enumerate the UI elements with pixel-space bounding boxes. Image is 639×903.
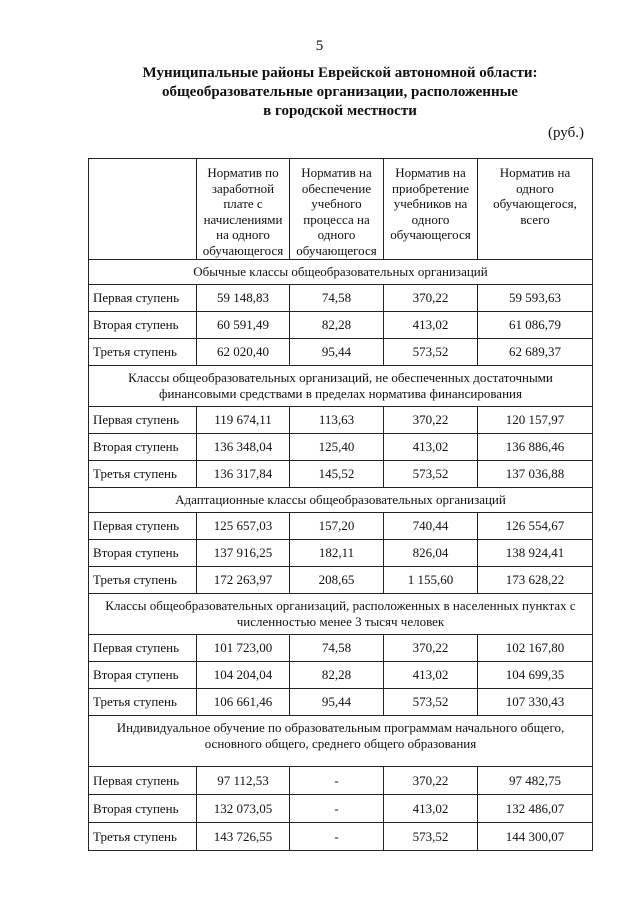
section-title: Адаптационные классы общеобразовательных организаций (89, 488, 593, 513)
table-row (89, 567, 593, 594)
value-cell: - (290, 767, 384, 795)
row-label: Третья ступень (89, 823, 197, 851)
value-cell: 95,44 (290, 339, 384, 366)
value-cell: - (290, 823, 384, 851)
table-row (89, 635, 593, 662)
table-row (89, 407, 593, 434)
value-cell: 60 591,49 (197, 312, 290, 339)
page-number: 5 (315, 38, 324, 54)
value-cell: 143 726,55 (197, 823, 290, 851)
value-cell: 370,22 (384, 285, 478, 312)
value-cell: 145,52 (290, 461, 384, 488)
value-cell: 62 689,37 (478, 339, 593, 366)
value-cell: 1 155,60 (384, 567, 478, 594)
value-cell: 97 112,53 (197, 767, 290, 795)
value-cell: 106 661,46 (197, 689, 290, 716)
table-row (89, 767, 593, 795)
section-row (89, 488, 593, 513)
table-row (89, 339, 593, 366)
value-cell: 413,02 (384, 434, 478, 461)
table-row (89, 795, 593, 823)
title-line: в городской местности (263, 103, 417, 119)
value-cell: 102 167,80 (478, 635, 593, 662)
value-cell: 120 157,97 (478, 407, 593, 434)
row-label: Третья ступень (89, 567, 197, 594)
section-row (89, 260, 593, 285)
header-row (89, 159, 593, 260)
header-cell-empty (89, 159, 197, 260)
row-label: Вторая ступень (89, 434, 197, 461)
value-cell: 95,44 (290, 689, 384, 716)
value-cell: 573,52 (384, 461, 478, 488)
value-cell: 136 886,46 (478, 434, 593, 461)
value-cell: 208,65 (290, 567, 384, 594)
header-total: Норматив на одного обучающегося, всего (478, 159, 593, 260)
title-line: общеобразовательные организации, расположенные (162, 84, 518, 100)
section-title: Классы общеобразовательных организаций, не обеспеченных достаточными финансовыми средствами в пределах норматива финансирования (89, 366, 593, 407)
section-title: Индивидуальное обучение по образовательным программам начального общего, основного общего, среднего общего образования (89, 716, 593, 767)
value-cell: 826,04 (384, 540, 478, 567)
row-label: Третья ступень (89, 461, 197, 488)
row-label: Вторая ступень (89, 795, 197, 823)
header-process: Норматив на обеспечение учебного процесса на одного обучающегося (290, 159, 384, 260)
value-cell: 126 554,67 (478, 513, 593, 540)
value-cell: 132 486,07 (478, 795, 593, 823)
section-title: Обычные классы общеобразовательных организаций (89, 260, 593, 285)
row-label: Вторая ступень (89, 662, 197, 689)
value-cell: 132 073,05 (197, 795, 290, 823)
value-cell: 104 699,35 (478, 662, 593, 689)
row-label: Первая ступень (89, 285, 197, 312)
row-label: Третья ступень (89, 339, 197, 366)
value-cell: 573,52 (384, 823, 478, 851)
value-cell: 573,52 (384, 689, 478, 716)
value-cell: 137 036,88 (478, 461, 593, 488)
value-cell: 59 148,83 (197, 285, 290, 312)
value-cell: 119 674,11 (197, 407, 290, 434)
row-label: Вторая ступень (89, 540, 197, 567)
value-cell: 136 317,84 (197, 461, 290, 488)
row-label: Третья ступень (89, 689, 197, 716)
value-cell: 82,28 (290, 312, 384, 339)
value-cell: 413,02 (384, 312, 478, 339)
value-cell: 740,44 (384, 513, 478, 540)
table-row (89, 689, 593, 716)
value-cell: 413,02 (384, 795, 478, 823)
section-row (89, 366, 593, 407)
value-cell: 125,40 (290, 434, 384, 461)
currency-unit: (руб.) (548, 125, 584, 141)
value-cell: 573,52 (384, 339, 478, 366)
table-row (89, 513, 593, 540)
title-line: Муниципальные районы Еврейской автономной области: (142, 65, 538, 81)
value-cell: 113,63 (290, 407, 384, 434)
table-body (89, 260, 593, 851)
value-cell: 370,22 (384, 407, 478, 434)
value-cell: 413,02 (384, 662, 478, 689)
section-title: Классы общеобразовательных организаций, расположенных в населенных пунктах с численностью менее 3 тысяч человек (89, 594, 593, 635)
row-label: Вторая ступень (89, 312, 197, 339)
value-cell: 74,58 (290, 635, 384, 662)
table-row (89, 662, 593, 689)
value-cell: 74,58 (290, 285, 384, 312)
header-salary: Норматив по заработной плате с начислениями на одного обучающегося (197, 159, 290, 260)
table-row (89, 312, 593, 339)
value-cell: 82,28 (290, 662, 384, 689)
section-row (89, 716, 593, 767)
value-cell: 59 593,63 (478, 285, 593, 312)
value-cell: 61 086,79 (478, 312, 593, 339)
value-cell: 101 723,00 (197, 635, 290, 662)
row-label: Первая ступень (89, 513, 197, 540)
document-title (100, 64, 580, 121)
table-row (89, 285, 593, 312)
table-row (89, 434, 593, 461)
standards-table (88, 158, 593, 851)
table-row (89, 823, 593, 851)
row-label: Первая ступень (89, 767, 197, 795)
value-cell: 104 204,04 (197, 662, 290, 689)
value-cell: 138 924,41 (478, 540, 593, 567)
value-cell: 136 348,04 (197, 434, 290, 461)
value-cell: 125 657,03 (197, 513, 290, 540)
table-row (89, 540, 593, 567)
row-label: Первая ступень (89, 635, 197, 662)
value-cell: 144 300,07 (478, 823, 593, 851)
header-textbooks: Норматив на приобретение учебников на одного обучающегося (384, 159, 478, 260)
value-cell: 97 482,75 (478, 767, 593, 795)
value-cell: 107 330,43 (478, 689, 593, 716)
value-cell: 157,20 (290, 513, 384, 540)
value-cell: 137 916,25 (197, 540, 290, 567)
value-cell: 172 263,97 (197, 567, 290, 594)
table-row (89, 461, 593, 488)
row-label: Первая ступень (89, 407, 197, 434)
value-cell: 182,11 (290, 540, 384, 567)
value-cell: 62 020,40 (197, 339, 290, 366)
value-cell: 370,22 (384, 635, 478, 662)
section-row (89, 594, 593, 635)
value-cell: - (290, 795, 384, 823)
value-cell: 173 628,22 (478, 567, 593, 594)
value-cell: 370,22 (384, 767, 478, 795)
